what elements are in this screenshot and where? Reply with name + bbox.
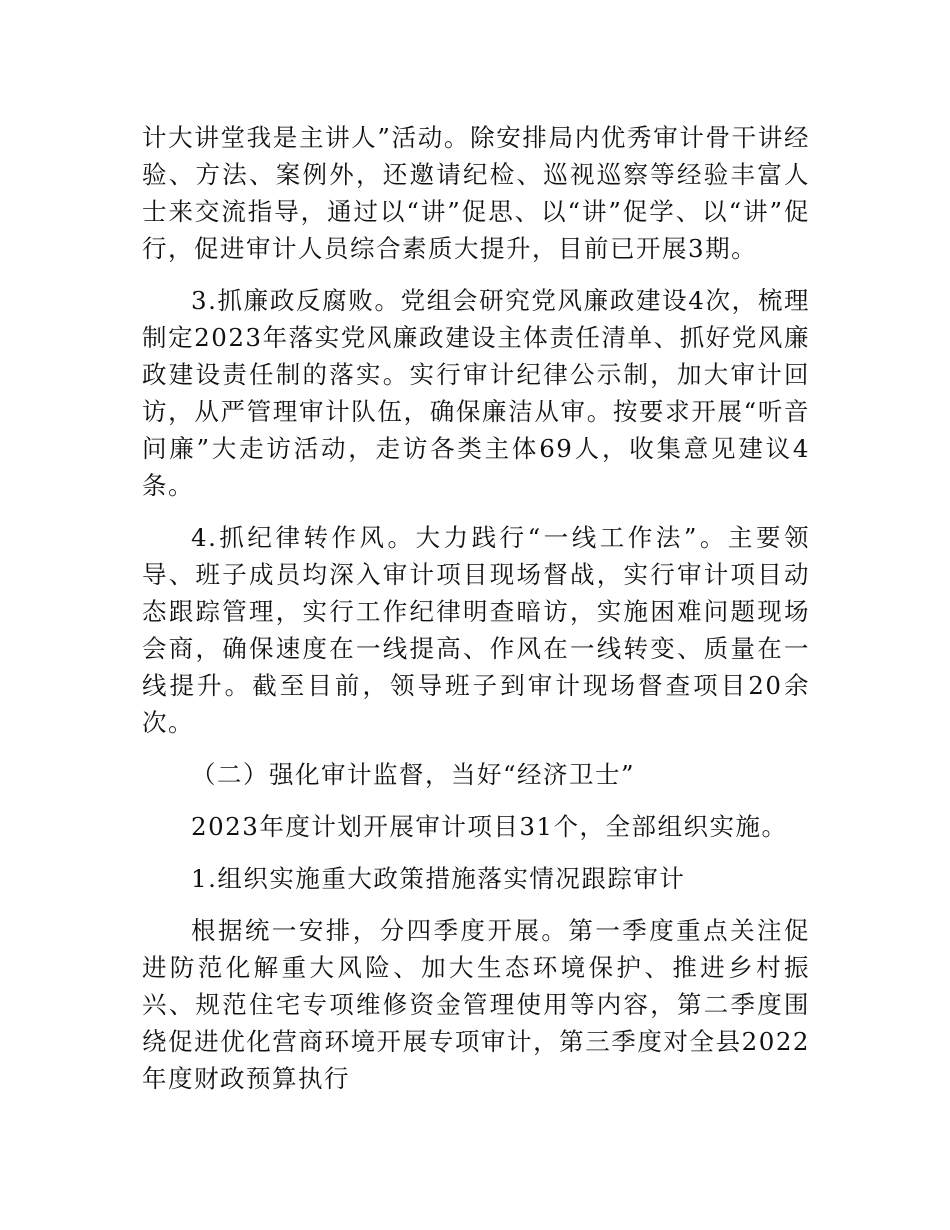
paragraph-audit-plan: 2023年度计划开展审计项目31个，全部组织实施。 <box>191 812 788 841</box>
subheading-policy-audit: 1.组织实施重大政策措施落实情况跟踪审计 <box>191 864 686 893</box>
section-heading: （二）强化审计监督，当好“经济卫士” <box>191 760 636 789</box>
document-page <box>142 119 810 1097</box>
paragraph-quarterly: 根据统一安排，分四季度开展。第一季度重点关注促进防范化解重大风险、加大生态环境保护、推进乡村振兴、规范住宅专项维修资金管理使用等内容，第二季度围绕促进优化营商环境开展专项审计，第三季度对全县2022年度财政预算执行 <box>142 916 810 1093</box>
paragraph-continuation: 计大讲堂我是主讲人”活动。除安排局内优秀审计骨干讲经验、方法、案例外，还邀请纪检、巡视巡察等经验丰富人士来交流指导，通过以“讲”促思、以“讲”促学、以“讲”促行，促进审计人员综合素质大提升，目前已开展3期。 <box>142 123 810 263</box>
paragraph-discipline: 4.抓纪律转作风。大力践行“一线工作法”。主要领导、班子成员均深入审计项目现场督战，实行审计项目动态跟踪管理，实行工作纪律明查暗访，实施困难问题现场会商，确保速度在一线提高、作风在一线转变、质量在一线提升。截至目前，领导班子到审计现场督查项目20余次。 <box>142 523 810 737</box>
paragraph-anti-corruption: 3.抓廉政反腐败。党组会研究党风廉政建设4次，梳理制定2023年落实党风廉政建设主体责任清单、抓好党风廉政建设责任制的落实。实行审计纪律公示制，加大审计回访，从严管理审计队伍，确保廉洁从审。按要求开展“听音问廉”大走访活动，走访各类主体69人，收集意见建议4条。 <box>142 286 810 500</box>
